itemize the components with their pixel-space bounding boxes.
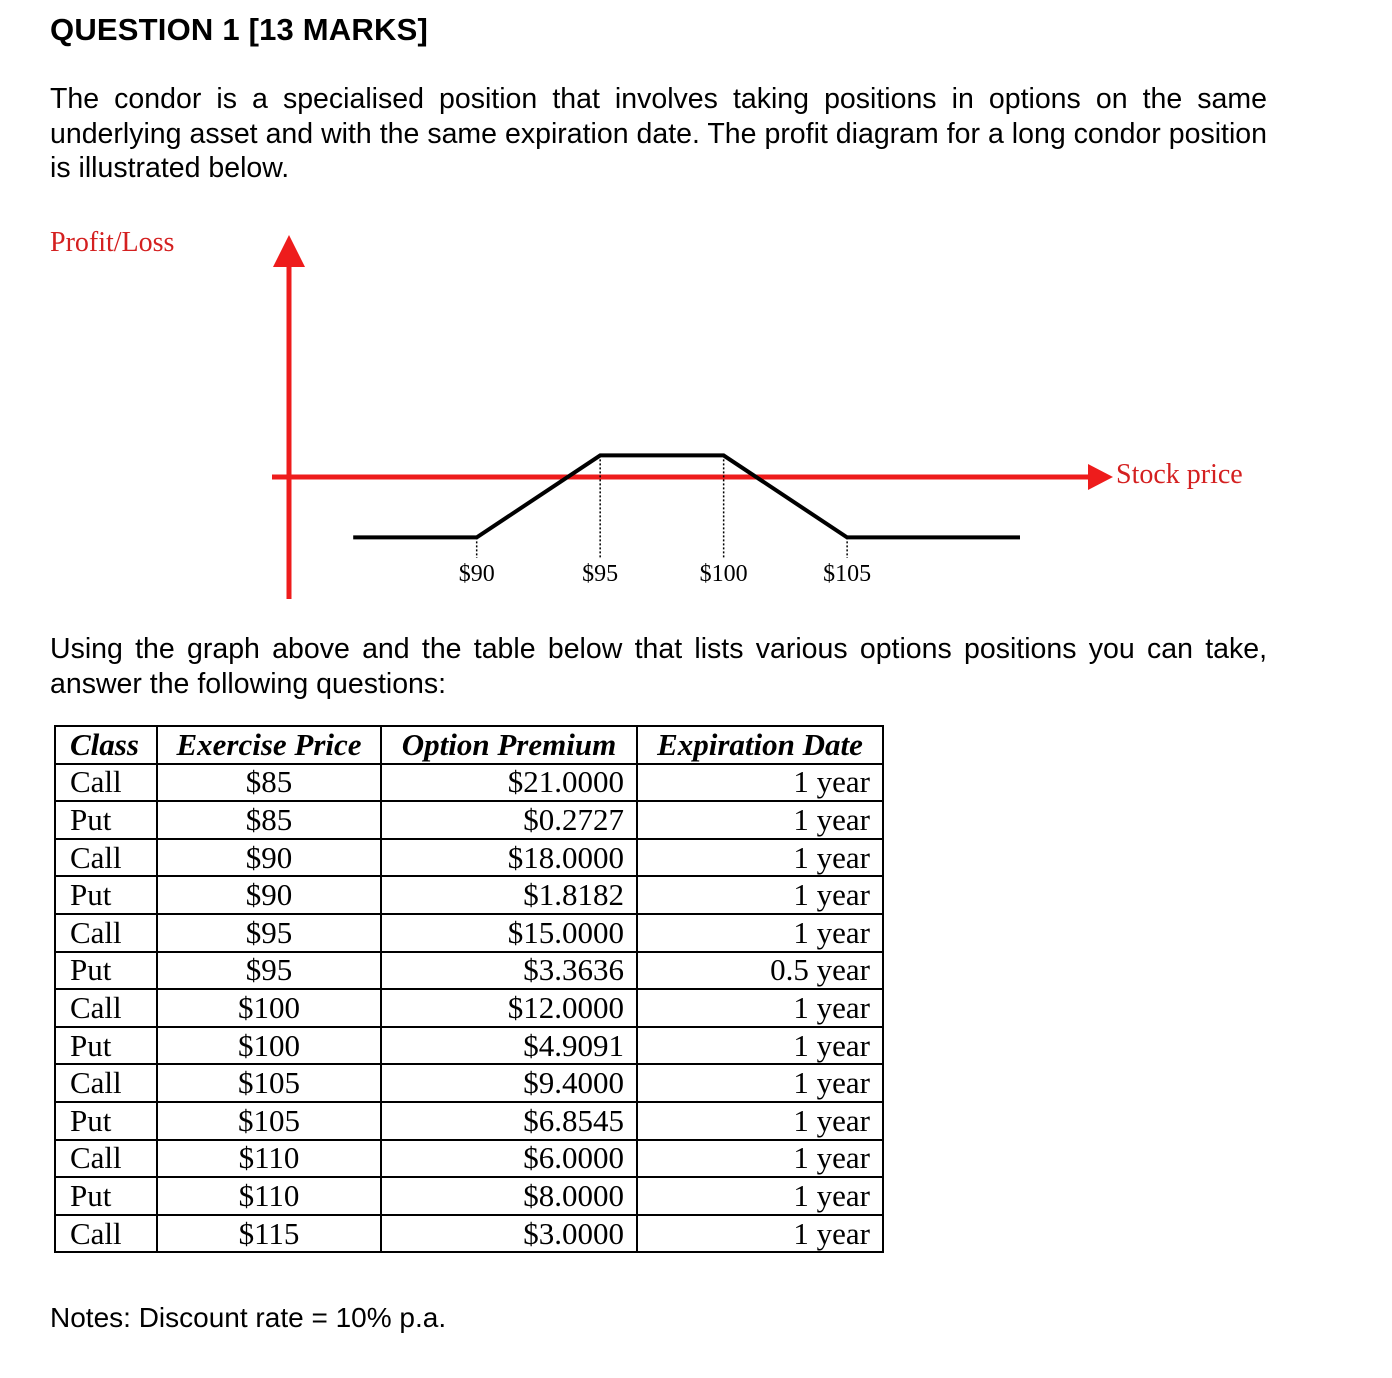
cell-class: Call xyxy=(55,764,157,802)
y-axis-label: Profit/Loss xyxy=(50,227,175,258)
cell-class: Call xyxy=(55,1064,157,1102)
table-row xyxy=(55,989,883,1027)
instruction-paragraph: Using the graph above and the table below that lists various options positions you can take, answer the following questions: xyxy=(50,633,1267,700)
cell-expiration-date: 1 year xyxy=(637,1140,883,1178)
table-row xyxy=(55,1215,883,1253)
cell-expiration-date: 1 year xyxy=(637,764,883,802)
header-exercise-price: Exercise Price xyxy=(157,726,381,764)
cell-option-premium: $6.8545 xyxy=(381,1102,637,1140)
cell-expiration-date: 1 year xyxy=(637,914,883,952)
notes: Notes: Discount rate = 10% p.a. xyxy=(50,1302,447,1333)
cell-expiration-date: 1 year xyxy=(637,1215,883,1253)
cell-exercise-price: $105 xyxy=(157,1102,381,1140)
cell-class: Call xyxy=(55,989,157,1027)
header-option-premium: Option Premium xyxy=(381,726,637,764)
x-tick-labels xyxy=(459,561,871,587)
cell-exercise-price: $105 xyxy=(157,1064,381,1102)
cell-class: Put xyxy=(55,952,157,990)
table-row xyxy=(55,876,883,914)
payoff-line xyxy=(353,455,1020,537)
table-row xyxy=(55,914,883,952)
cell-exercise-price: $95 xyxy=(157,914,381,952)
cell-exercise-price: $115 xyxy=(157,1215,381,1253)
table-row xyxy=(55,1140,883,1178)
cell-exercise-price: $85 xyxy=(157,801,381,839)
cell-exercise-price: $90 xyxy=(157,876,381,914)
strike-guides xyxy=(477,455,847,558)
cell-class: Put xyxy=(55,876,157,914)
x-axis-label: Stock price xyxy=(1116,459,1243,490)
x-axis-arrow-icon xyxy=(1088,464,1113,490)
cell-option-premium: $12.0000 xyxy=(381,989,637,1027)
options-table xyxy=(54,725,884,1253)
cell-expiration-date: 0.5 year xyxy=(637,952,883,990)
table-row xyxy=(55,952,883,990)
cell-option-premium: $9.4000 xyxy=(381,1064,637,1102)
cell-class: Call xyxy=(55,839,157,877)
table-row xyxy=(55,1064,883,1102)
cell-exercise-price: $95 xyxy=(157,952,381,990)
cell-exercise-price: $90 xyxy=(157,839,381,877)
cell-exercise-price: $100 xyxy=(157,989,381,1027)
cell-expiration-date: 1 year xyxy=(637,1177,883,1215)
cell-option-premium: $21.0000 xyxy=(381,764,637,802)
cell-expiration-date: 1 year xyxy=(637,1102,883,1140)
cell-option-premium: $18.0000 xyxy=(381,839,637,877)
cell-option-premium: $6.0000 xyxy=(381,1140,637,1178)
cell-class: Call xyxy=(55,914,157,952)
cell-expiration-date: 1 year xyxy=(637,801,883,839)
cell-expiration-date: 1 year xyxy=(637,989,883,1027)
cell-option-premium: $0.2727 xyxy=(381,801,637,839)
table-header-row xyxy=(55,726,883,764)
cell-exercise-price: $110 xyxy=(157,1177,381,1215)
cell-expiration-date: 1 year xyxy=(637,1064,883,1102)
cell-expiration-date: 1 year xyxy=(637,839,883,877)
cell-exercise-price: $100 xyxy=(157,1027,381,1065)
table-row xyxy=(55,1102,883,1140)
cell-class: Call xyxy=(55,1140,157,1178)
cell-class: Put xyxy=(55,1177,157,1215)
cell-option-premium: $3.0000 xyxy=(381,1215,637,1253)
table-row xyxy=(55,1177,883,1215)
header-class: Class xyxy=(55,726,157,764)
intro-paragraph: The condor is a specialised position that involves taking positions in options on the same underlying asset and with the same expiration date. The profit diagram for a long condor position is illustrated below. xyxy=(50,83,1267,184)
question-heading: QUESTION 1 [13 MARKS] xyxy=(50,12,428,47)
cell-class: Put xyxy=(55,1102,157,1140)
x-tick-label: $100 xyxy=(699,561,748,587)
cell-exercise-price: $85 xyxy=(157,764,381,802)
cell-option-premium: $8.0000 xyxy=(381,1177,637,1215)
cell-option-premium: $4.9091 xyxy=(381,1027,637,1065)
x-tick-label: $105 xyxy=(823,561,872,587)
cell-expiration-date: 1 year xyxy=(637,876,883,914)
x-tick-label: $90 xyxy=(458,561,495,587)
cell-option-premium: $15.0000 xyxy=(381,914,637,952)
y-axis-arrow-icon xyxy=(273,235,305,267)
cell-class: Call xyxy=(55,1215,157,1253)
cell-exercise-price: $110 xyxy=(157,1140,381,1178)
table-row xyxy=(55,1027,883,1065)
cell-expiration-date: 1 year xyxy=(637,1027,883,1065)
table-row xyxy=(55,764,883,802)
condor-profit-chart xyxy=(0,215,1392,615)
header-expiration-date: Expiration Date xyxy=(637,726,883,764)
table-row xyxy=(55,801,883,839)
cell-class: Put xyxy=(55,801,157,839)
cell-option-premium: $1.8182 xyxy=(381,876,637,914)
table-row xyxy=(55,839,883,877)
cell-option-premium: $3.3636 xyxy=(381,952,637,990)
x-tick-label: $95 xyxy=(582,561,619,587)
cell-class: Put xyxy=(55,1027,157,1065)
